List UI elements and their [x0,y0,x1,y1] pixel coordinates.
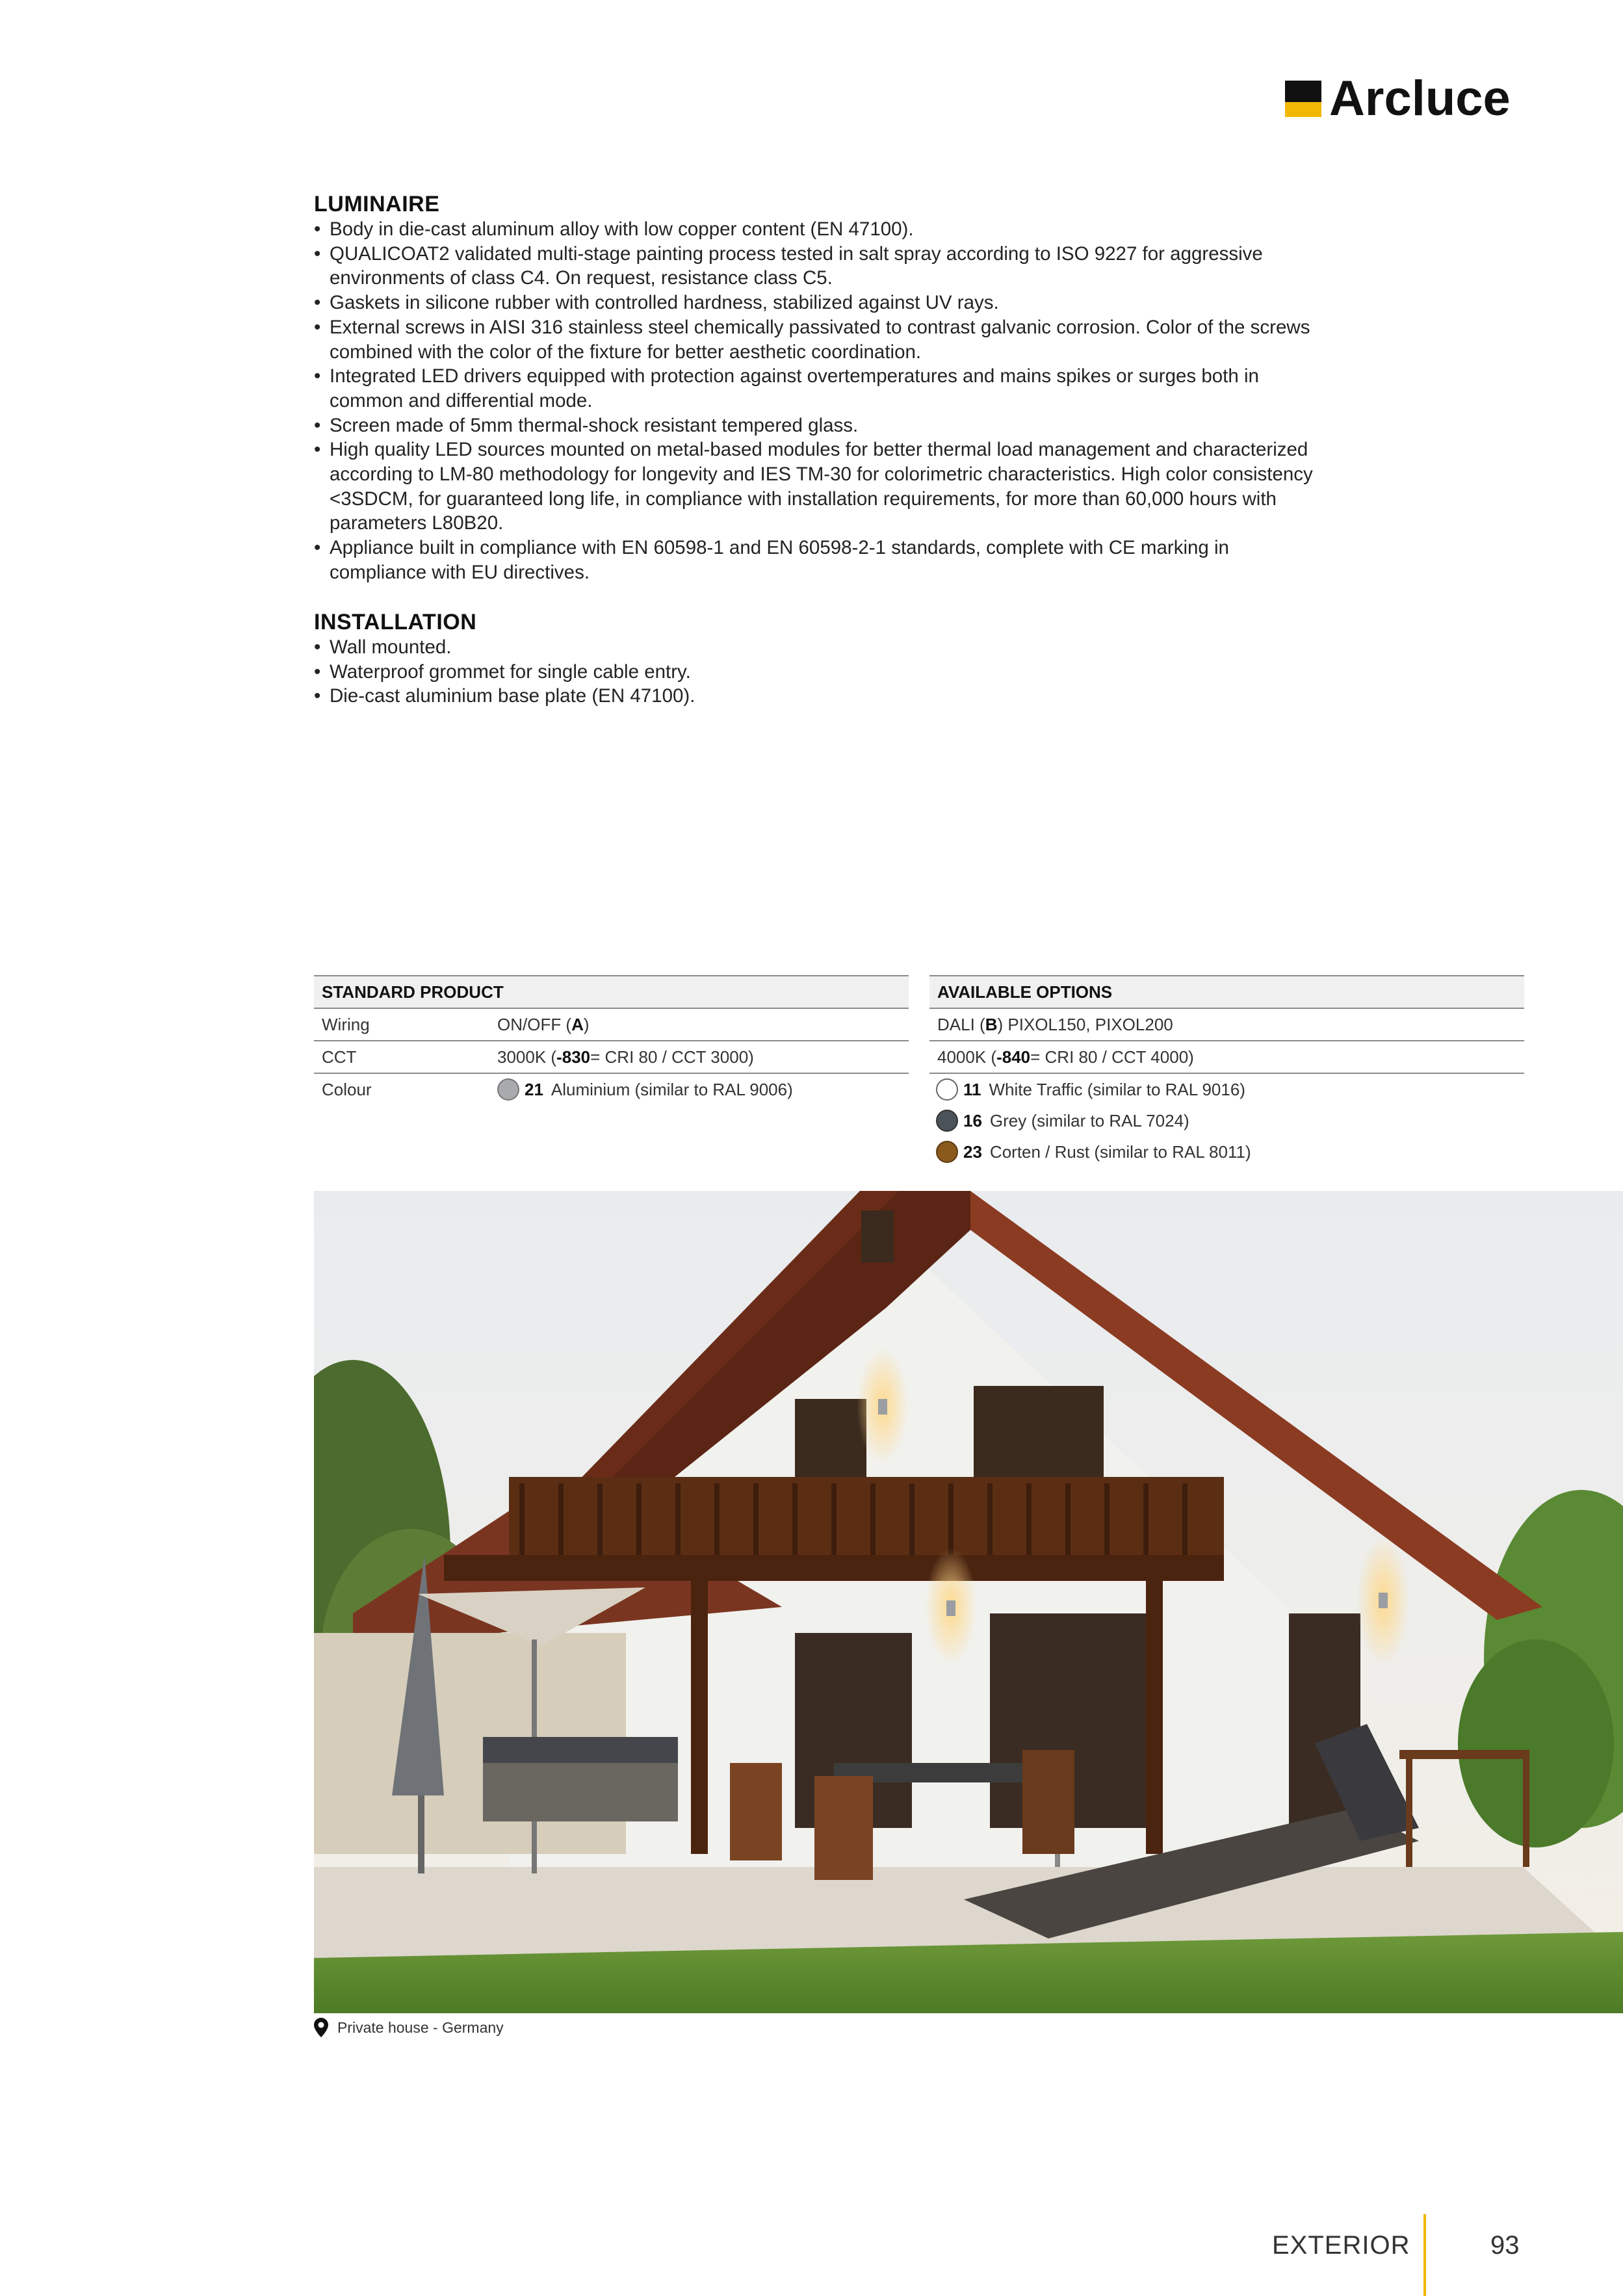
colour-text: Grey (similar to RAL 7024) [989,1110,1189,1130]
colour-swatch-icon [936,1078,958,1101]
photo-caption [314,2018,504,2037]
list-item: • External screws in AISI 316 stainless steel chemically passivated to contrast galvanic corrosion. Color of the screws combined with the color of the fixture for better aesthetic coordination. [314,315,1315,364]
installation-list [314,635,1315,709]
footer-divider [1423,2214,1426,2296]
luminaire-section [314,191,1315,585]
list-item: • QUALICOAT2 validated multi-stage painting process tested in salt spray according to ISO 9227 for aggressive environments of class C4. On request, resistance class C5. [314,242,1315,291]
colour-swatch-icon [497,1078,519,1101]
colour-swatch-icon [936,1141,958,1163]
location-pin-icon [314,2018,328,2037]
cct-option-value: 4000K ( -840 = CRI 80 / CCT 4000) [937,1047,1194,1067]
project-photo [314,1191,1623,2013]
list-item: • Body in die-cast aluminum alloy with low copper content (EN 47100). [314,217,1315,242]
table-row [314,1041,909,1074]
luminaire-list [314,217,1315,585]
colour-text: Corten / Rust (similar to RAL 8011) [989,1141,1251,1162]
brand-name: Arcluce [1329,71,1511,126]
list-item: • Gaskets in silicone rubber with controlled hardness, stabilized against UV rays. [314,291,1315,315]
table-row [314,1074,909,1105]
luminaire-title: LUMINAIRE [314,192,440,216]
standard-product-title: STANDARD PRODUCT [314,975,909,1009]
footer-section-label: EXTERIOR [1272,2231,1410,2260]
colour-text: Aluminium (similar to RAL 9006) [551,1079,793,1099]
colour-code: 11 [963,1079,981,1099]
list-item: • Appliance built in compliance with EN 60598-1 and EN 60598-2-1 standards, complete with CE marking in compliance with EU directives. [314,536,1315,584]
colour-value [497,1078,793,1101]
list-item: • Screen made of 5mm thermal-shock resistant tempered glass. [314,413,1315,438]
page-number: 93 [1490,2231,1520,2260]
installation-section [314,609,1315,709]
caption-text: Private house - Germany [337,2018,504,2036]
brand-mark-icon [1285,81,1321,117]
list-item: • High quality LED sources mounted on metal-based modules for better thermal load management and characterized according to LM-80 methodology for longevity and IES TM-30 for colorimetric characteristics. High color consistency <3SDCM, for guaranteed long life, in compliance with installation requirements, for more than 60,000 hours with parameters L80B20. [314,437,1315,536]
table-row [929,1041,1524,1074]
table-row [929,1009,1524,1041]
table-row [929,1136,1524,1168]
cct-label: CCT [322,1047,357,1067]
table-row [929,1105,1524,1136]
list-item: • Wall mounted. [314,635,1315,660]
standard-product-table [314,975,909,1105]
table-row [314,1009,909,1041]
available-options-title: AVAILABLE OPTIONS [929,975,1524,1009]
table-row [929,1074,1524,1105]
list-item: • Waterproof grommet for single cable entry. [314,660,1315,685]
colour-code: 16 [963,1110,982,1130]
colour-code: 23 [963,1141,982,1162]
installation-title: INSTALLATION [314,610,477,634]
cct-value: 3000K ( -830 = CRI 80 / CCT 3000) [497,1047,754,1067]
dali-value: DALI ( B ) PIXOL150, PIXOL200 [937,1014,1173,1034]
house-photo-image [314,1191,1623,2013]
wiring-label: Wiring [322,1014,370,1034]
list-item: • Integrated LED drivers equipped with protection against overtemperatures and mains spikes or surges both in common and differential mode. [314,364,1315,413]
list-item: • Die-cast aluminium base plate (EN 47100). [314,684,1315,709]
brand-logo [1285,73,1511,125]
available-options-table [929,975,1524,1168]
colour-label: Colour [322,1079,372,1099]
colour-swatch-icon [936,1110,958,1132]
colour-text: White Traffic (similar to RAL 9016) [989,1079,1245,1099]
wiring-value: ON/OFF ( A ) [497,1014,590,1034]
colour-code: 21 [525,1079,543,1099]
